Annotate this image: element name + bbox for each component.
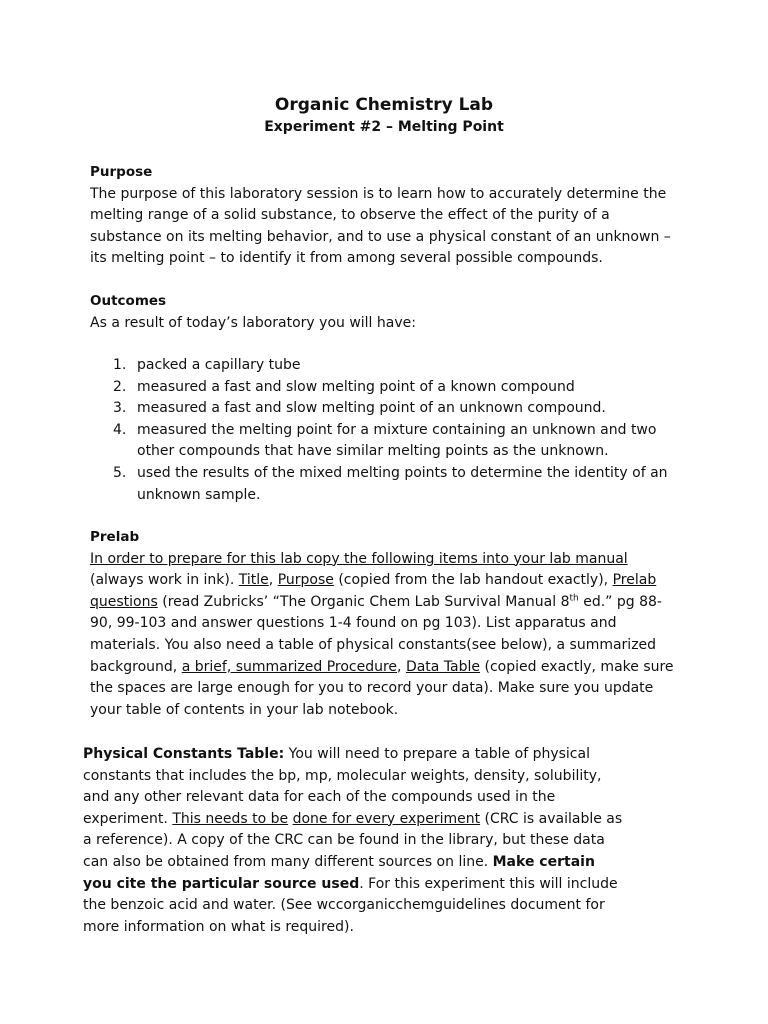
prelab-purpose-item: Purpose [277, 572, 334, 589]
list-item-text: measured a fast and slow melting point of a known compound [137, 378, 575, 395]
prelab-text-part: , [268, 572, 278, 589]
list-item [113, 420, 683, 463]
prelab-procedure-item: a brief, summarized Procedure [181, 658, 398, 675]
purpose-section [90, 162, 680, 270]
prelab-text [90, 549, 680, 722]
needs-to-be-underlined: This needs to be [172, 810, 289, 827]
list-item-number: 3. [113, 400, 127, 417]
outcomes-intro-block [90, 313, 680, 335]
physical-constants-section [83, 744, 623, 938]
prelab-text-part: , [397, 658, 406, 675]
list-item [113, 463, 683, 506]
page-title: Organic Chemistry Lab [274, 95, 494, 115]
list-item-number: 5. [113, 464, 127, 481]
prelab-text-part: (copied exactly, make sure the spaces are large enough for you to record your data). Make sure you update your table of contents in your lab notebook. [90, 658, 674, 718]
outcomes-list [113, 355, 683, 506]
prelab-title-item: Title [238, 572, 269, 589]
list-item-number: 4. [113, 421, 127, 438]
prelab-text-part: (always work in ink). [90, 572, 239, 589]
list-item [113, 377, 683, 399]
purpose-text: The purpose of this laboratory session is to learn how to accurately determine the melting range of a solid substance, to observe the effect of the purity of a substance on its melting behavior, and to use a physical constant of an unknown – its melting point – to identify it from among several possible compounds. [90, 185, 671, 267]
every-experiment-underlined: done for every experiment [292, 810, 481, 827]
edition-superscript: th [569, 593, 579, 604]
cite-source-bold: Make certain you cite the particular source used [83, 853, 595, 892]
physical-constants-heading: Physical Constants Table: [83, 746, 285, 762]
list-item [113, 355, 683, 377]
physical-text-part: You will need to prepare a table of physical constants that includes the bp, mp, molecular weights, density, solubility, and any other relevant data for each of the compounds used in the experiment. [83, 746, 602, 827]
prelab-section [90, 527, 680, 721]
prelab-text-part: (read Zubricks’ “The Organic Chem Lab Survival Manual 8 [157, 593, 570, 610]
physical-text-part: (CRC is available as a reference). A copy of the CRC can be found in the library, but these data can also be obtained from many different sources on line. [83, 810, 623, 870]
list-item-text: packed a capillary tube [137, 357, 301, 373]
purpose-heading: Purpose [90, 164, 153, 180]
list-item-text: used the results of the mixed melting points to determine the identity of an unknown sample. [137, 464, 668, 503]
outcomes-section [90, 291, 680, 313]
list-item-number: 2. [113, 378, 127, 395]
prelab-heading: Prelab [90, 529, 140, 545]
outcomes-list-block [113, 355, 683, 506]
prelab-intro: In order to prepare for this lab copy the following items into your lab manual [90, 550, 628, 567]
prelab-questions-item: Prelab questions [90, 572, 657, 610]
outcomes-intro: As a result of today’s laboratory you will have: [90, 315, 416, 331]
list-item-number: 1. [113, 357, 127, 373]
prelab-text-part: (copied from the lab handout exactly), [333, 572, 613, 589]
list-item [113, 398, 683, 420]
prelab-data-table-item: Data Table [405, 658, 481, 675]
physical-constants-text [83, 744, 623, 938]
outcomes-heading: Outcomes [90, 293, 167, 309]
list-item-text: measured the melting point for a mixture containing an unknown and two other compounds that have similar melting points as the unknown. [137, 421, 657, 460]
page-subtitle: Experiment #2 – Melting Point [264, 119, 504, 135]
prelab-text-part: ed.” pg 88-90, 99-103 and answer questions 1-4 found on pg 103). List apparatus and materials. You also need a table of physical constants(see below), a summarized background, [90, 593, 662, 675]
physical-text-part: . For this experiment this will include the benzoic acid and water. (See wccorganicchemguidelines document for more information on what is required). [83, 875, 618, 935]
title-block [0, 94, 768, 138]
list-item-text: measured a fast and slow melting point of an unknown compound. [137, 400, 606, 417]
